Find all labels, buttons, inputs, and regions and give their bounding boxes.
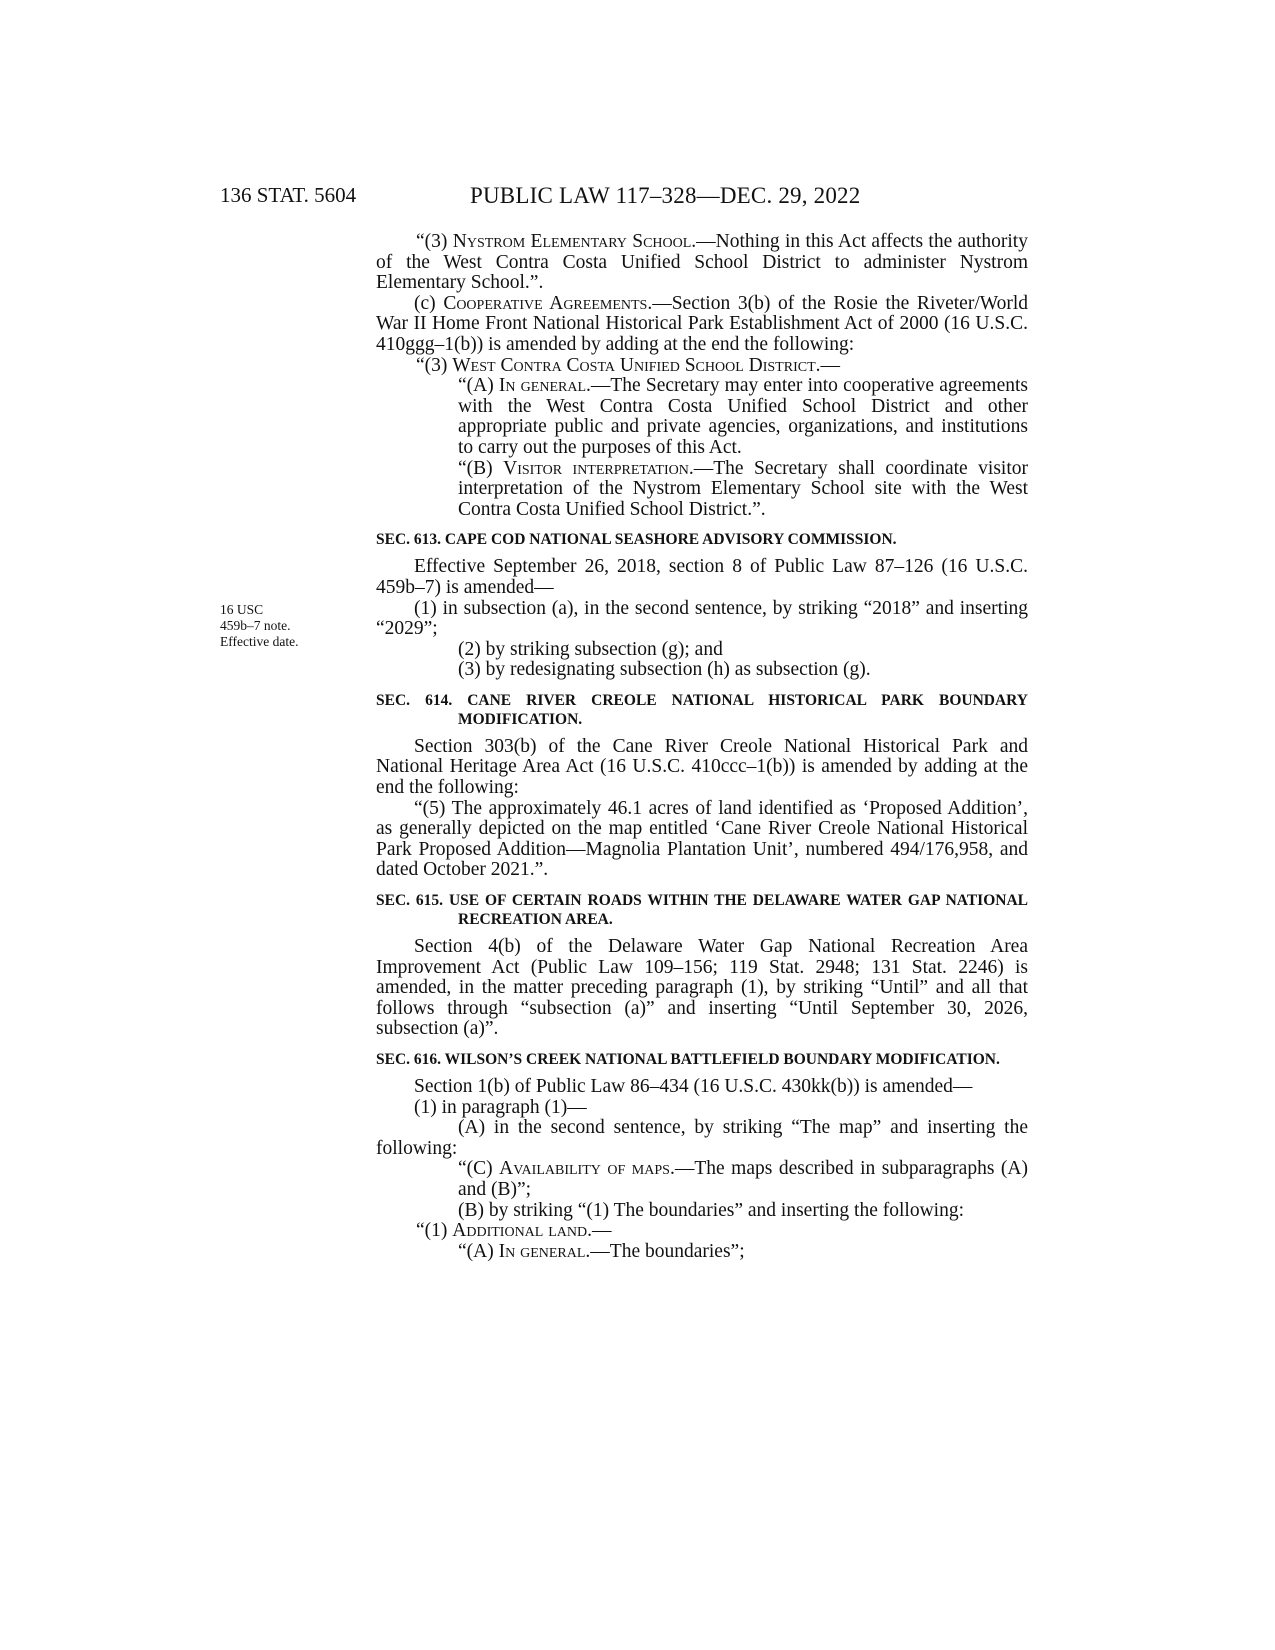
paragraph: Section 1(b) of Public Law 86–434 (16 U.S.C. 430kk(b)) is amended— <box>414 1076 973 1097</box>
margin-note-line: Effective date. <box>220 634 299 649</box>
paragraph: (c) Cooperative Agreements.—Section 3(b) of the Rosie the Riveter/World War II Home Front National Historical Park Establishment Act of 2000 (16 U.S.C. 410ggg–1(b)) is amended by adding at the end the following: <box>376 292 1029 355</box>
section-heading: SEC. 614. CANE RIVER CREOLE NATIONAL HISTORICAL PARK BOUNDARY MODIFICATION. <box>376 691 1028 728</box>
paragraph: Effective September 26, 2018, section 8 of Public Law 87–126 (16 U.S.C. 459b–7) is amended— <box>376 556 1028 598</box>
paragraph: (B) by striking “(1) The boundaries” and inserting the following: <box>458 1199 964 1221</box>
margin-note-line: 16 USC <box>220 602 264 617</box>
paragraph-heading: In general <box>498 375 587 397</box>
paragraph: Section 4(b) of the Delaware Water Gap National Recreation Area Improvement Act (Public Law 109–156; 119 Stat. 2948; 131 Stat. 2246) is amended, in the matter preceding paragraph (1), by striking “Until” and all that follows through “subsection (a)” and inserting “Until September 30, 2026, subsection (a)”. <box>376 936 1028 1040</box>
running-title: PUBLIC LAW 117–328—DEC. 29, 2022 <box>470 183 861 208</box>
paragraph: “(A) In general.—The boundaries”; <box>458 1240 745 1262</box>
paragraph: (3) by redesignating subsection (h) as subsection (g). <box>458 659 871 681</box>
paragraph: “(3) West Contra Costa Unified School District.— <box>416 354 840 376</box>
paragraph: “(3) Nystrom Elementary School.—Nothing in this Act affects the authority of the West Contra Costa Unified School District to administer Nystrom Elementary School.”. <box>376 231 1028 294</box>
paragraph: (2) by striking subsection (g); and <box>458 638 723 660</box>
margin-note-line: 459b–7 note. <box>220 618 291 633</box>
paragraph-heading: Additional land <box>452 1220 588 1242</box>
paragraph: “(5) The approximately 46.1 acres of land identified as ‘Proposed Addition’, as generally depicted on the map entitled ‘Cane River Creole National Historical Park Proposed Addition—Magnolia Plantation Unit’, numbered 494/176,958, and dated October 2021.”. <box>376 797 1028 881</box>
paragraph: “(C) Availability of maps.—The maps described in subparagraphs (A) and (B)”; <box>458 1158 1028 1200</box>
paragraph: “(1) Additional land.— <box>416 1220 612 1242</box>
margin-note <box>220 602 330 650</box>
paragraph: (A) in the second sentence, by striking “The map” and inserting the following: <box>376 1117 1028 1159</box>
page-header <box>0 183 1275 213</box>
paragraph: “(B) Visitor interpretation.—The Secretary shall coordinate visitor interpretation of the Nystrom Elementary School site with the West Contra Costa Unified School District.”. <box>458 457 1028 520</box>
section-heading: SEC. 613. CAPE COD NATIONAL SEASHORE ADVISORY COMMISSION. <box>376 531 897 549</box>
paragraph: Section 303(b) of the Cane River Creole National Historical Park and National Heritage Area Act (16 U.S.C. 410ccc–1(b)) is amended by adding at the end the following: <box>376 735 1028 799</box>
paragraph-heading: Cooperative Agreements <box>443 292 648 314</box>
paragraph-heading: Availability of maps <box>499 1158 670 1180</box>
statute-page-number: 136 STAT. 5604 <box>220 183 357 207</box>
paragraph-heading: Nystrom Elementary School <box>452 231 692 252</box>
paragraph: (1) in subsection (a), in the second sentence, by striking “2018” and inserting “2029”; <box>376 597 1028 640</box>
section-heading: SEC. 615. USE OF CERTAIN ROADS WITHIN THE DELAWARE WATER GAP NATIONAL RECREATION AREA. <box>376 892 1028 929</box>
paragraph-heading: Visitor interpretation <box>503 457 689 479</box>
paragraph: “(A) In general.—The Secretary may enter into cooperative agreements with the West Contra Costa Unified School District and other appropriate public and private agencies, organizations, and institutions to carry out the purposes of this Act. <box>458 375 1028 458</box>
paragraph: (1) in paragraph (1)— <box>414 1096 587 1118</box>
paragraph-heading: In general <box>498 1240 586 1262</box>
section-heading: SEC. 616. WILSON’S CREEK NATIONAL BATTLEFIELD BOUNDARY MODIFICATION. <box>376 1051 1000 1068</box>
paragraph-heading: West Contra Costa Unified School District <box>452 354 816 376</box>
page-body <box>376 232 1028 1262</box>
